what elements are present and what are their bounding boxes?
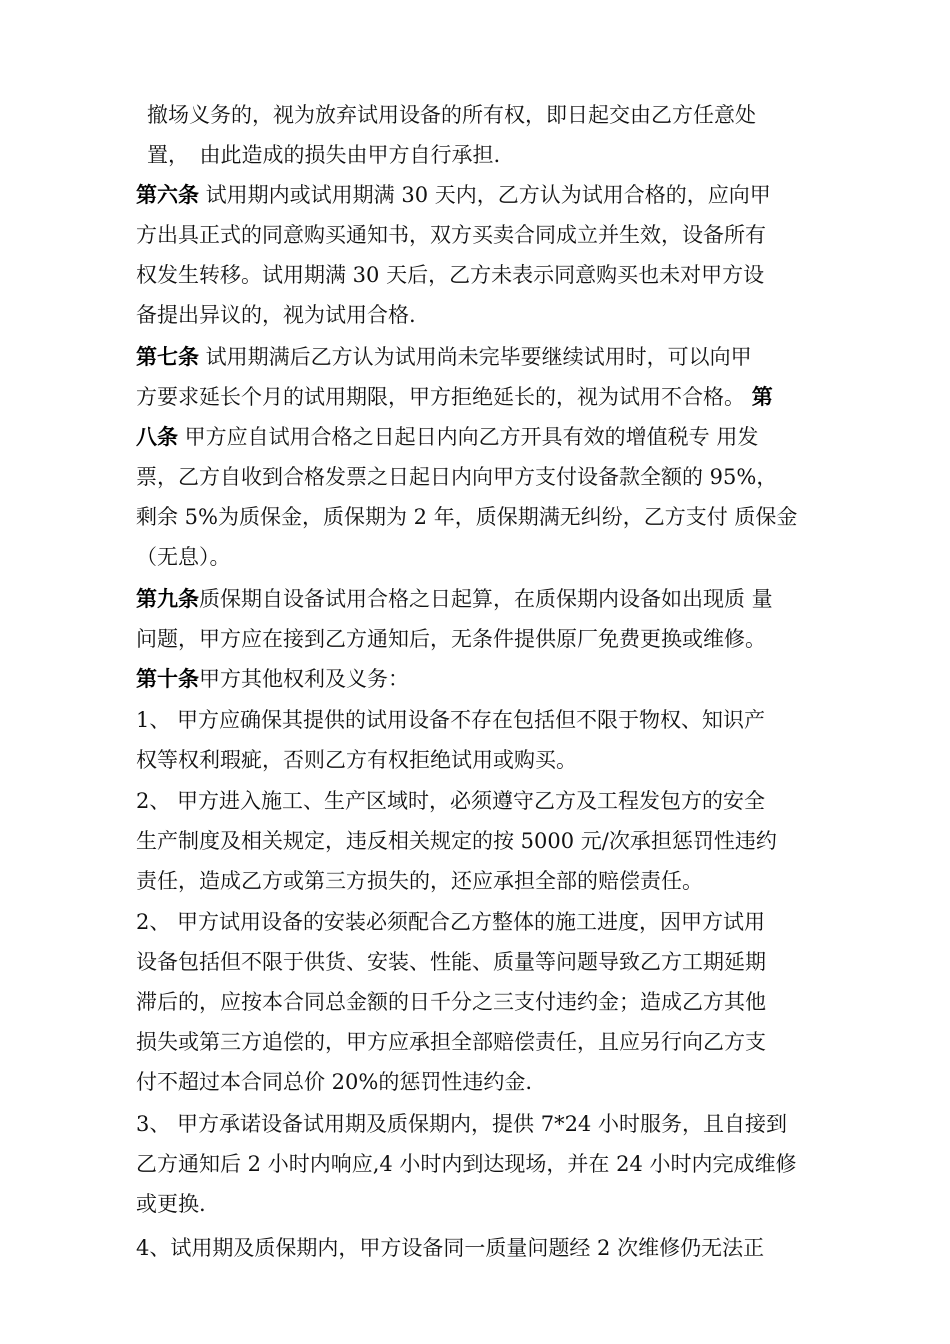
text-line bbox=[136, 902, 826, 942]
line-text: （无息）。 bbox=[136, 545, 231, 569]
text-line bbox=[136, 337, 826, 377]
line-text: 权等权利瑕疵，否则乙方有权拒绝试用或购买。 bbox=[136, 748, 577, 772]
line-text: 置， 由此造成的损失由甲方自行承担. bbox=[147, 143, 501, 167]
clause-heading: 第十条 bbox=[136, 667, 199, 691]
line-text: 2、 甲方试用设备的安装必须配合乙方整体的施工进度，因甲方试用 bbox=[136, 910, 766, 934]
text-line bbox=[136, 377, 826, 417]
text-line bbox=[136, 821, 826, 861]
line-text: 方要求延长个月的试用期限，甲方拒绝延长的，视为试用不合格。 bbox=[136, 385, 752, 409]
text-line bbox=[136, 497, 826, 537]
text-line bbox=[136, 1022, 826, 1062]
text-line bbox=[136, 1228, 826, 1268]
line-text: 1、 甲方应确保其提供的试用设备不存在包括但不限于物权、知识产 bbox=[136, 708, 766, 732]
text-line bbox=[136, 579, 826, 619]
line-text: 3、 甲方承诺设备试用期及质保期内，提供 7*24 小时服务，且自接到 bbox=[136, 1112, 787, 1136]
line-text: 甲方应自试用合格之日起日内向乙方开具有效的增值税专 用发 bbox=[178, 425, 759, 449]
text-line bbox=[136, 659, 826, 699]
clause-heading: 第七条 bbox=[136, 345, 199, 369]
text-line bbox=[136, 861, 826, 901]
clause-heading: 第六条 bbox=[136, 183, 199, 207]
clause-heading: 八条 bbox=[136, 425, 178, 449]
line-text: 2、 甲方进入施工、生产区域时，必须遵守乙方及工程发包方的安全 bbox=[136, 789, 766, 813]
line-text: 质保期自设备试用合格之日起算，在质保期内设备如出现质 量 bbox=[199, 587, 773, 611]
clause-heading-tail: 第 bbox=[751, 385, 773, 409]
line-text: 方出具正式的同意购买通知书，双方买卖合同成立并生效，设备所有 bbox=[136, 223, 766, 247]
text-line bbox=[136, 215, 826, 255]
line-text: 甲方其他权利及义务： bbox=[199, 667, 409, 691]
text-line bbox=[136, 457, 826, 497]
text-line bbox=[136, 700, 826, 740]
line-text: 4、试用期及质保期内，甲方设备同一质量问题经 2 次维修仍无法正 bbox=[136, 1236, 765, 1260]
text-line bbox=[136, 255, 826, 295]
line-text: 或更换. bbox=[136, 1192, 206, 1216]
text-line bbox=[136, 1144, 826, 1184]
line-text: 备提出异议的，视为试用合格. bbox=[136, 303, 416, 327]
line-text: 生产制度及相关规定，违反相关规定的按 5000 元/次承担惩罚性违约 bbox=[136, 829, 777, 853]
line-text: 损失或第三方追偿的，甲方应承担全部赔偿责任，且应另行向乙方支 bbox=[136, 1030, 766, 1054]
line-text: 问题，甲方应在接到乙方通知后，无条件提供原厂免费更换或维修。 bbox=[136, 627, 766, 651]
text-line bbox=[136, 537, 826, 577]
line-text: 滞后的，应按本合同总金额的日千分之三支付违约金；造成乙方其他 bbox=[136, 990, 766, 1014]
text-line bbox=[136, 1062, 826, 1102]
line-text: 乙方通知后 2 小时内响应,4 小时内到达现场，并在 24 小时内完成维修 bbox=[136, 1152, 797, 1176]
text-line bbox=[136, 417, 826, 457]
text-line bbox=[147, 135, 837, 175]
line-text: 撤场义务的，视为放弃试用设备的所有权，即日起交由乙方任意处 bbox=[147, 103, 756, 127]
text-line bbox=[136, 295, 826, 335]
text-line bbox=[136, 740, 826, 780]
text-line bbox=[136, 781, 826, 821]
text-line bbox=[136, 619, 826, 659]
line-text: 票，乙方自收到合格发票之日起日内向甲方支付设备款全额的 95%， bbox=[136, 465, 778, 489]
text-line bbox=[136, 982, 826, 1022]
line-text: 剩余 5%为质保金，质保期为 2 年，质保期满无纠纷，乙方支付 质保金 bbox=[136, 505, 798, 529]
text-line bbox=[136, 1184, 826, 1224]
line-text: 权发生转移。试用期满 30 天后，乙方未表示同意购买也未对甲方设 bbox=[136, 263, 765, 287]
clause-heading: 第九条 bbox=[136, 587, 199, 611]
text-line bbox=[136, 175, 826, 215]
line-text: 试用期满后乙方认为试用尚未完毕要继续试用时，可以向甲 bbox=[199, 345, 752, 369]
text-line bbox=[136, 1104, 826, 1144]
text-line bbox=[147, 95, 837, 135]
line-text: 试用期内或试用期满 30 天内，乙方认为试用合格的，应向甲 bbox=[199, 183, 771, 207]
line-text: 责任，造成乙方或第三方损失的，还应承担全部的赔偿责任。 bbox=[136, 869, 703, 893]
line-text: 设备包括但不限于供货、安装、性能、质量等问题导致乙方工期延期 bbox=[136, 950, 766, 974]
line-text: 付不超过本合同总价 20%的惩罚性违约金. bbox=[136, 1070, 533, 1094]
text-line bbox=[136, 942, 826, 982]
